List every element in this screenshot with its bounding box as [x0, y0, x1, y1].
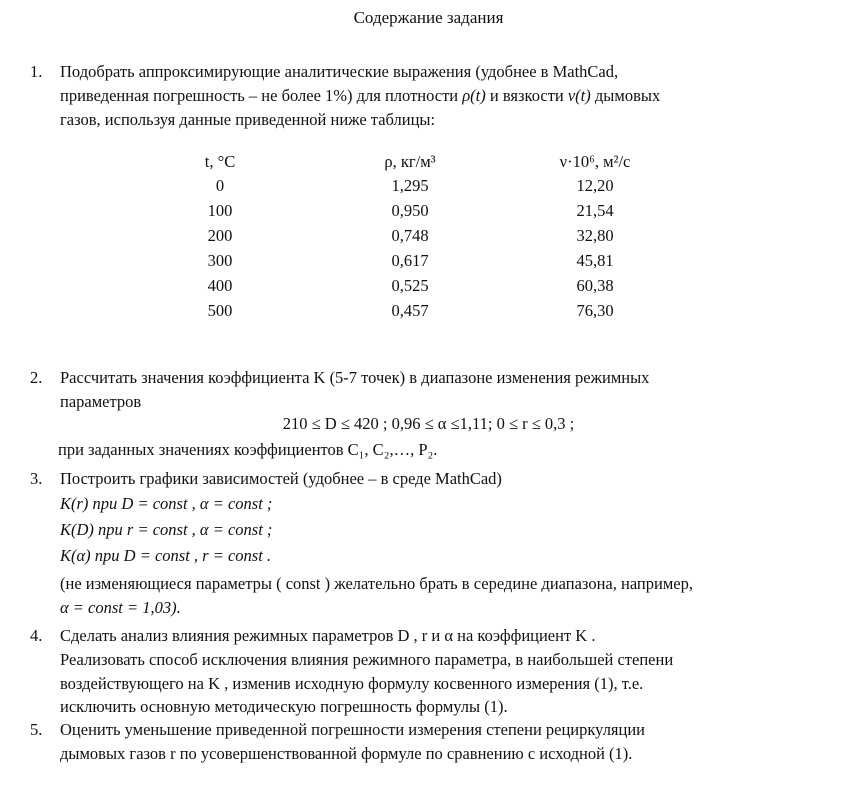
- item-5-number: 5.: [30, 720, 43, 739]
- header-temperature: t, °C: [204, 152, 236, 171]
- cell-t: 400: [207, 276, 233, 295]
- item-5-line-1: Оценить уменьшение приведенной погрешности измерения степени рециркуляции: [60, 720, 646, 739]
- item-3-line-1: Построить графики зависимостей (удобнее – в среде MathCad): [60, 469, 502, 488]
- cell-rho: 0,525: [391, 276, 429, 295]
- parameter-range-formula: 210 ≤ D ≤ 420 ; 0,96 ≤ α ≤1,11; 0 ≤ r ≤ 0,3 ;: [282, 414, 575, 433]
- cell-nu: 12,20: [576, 176, 614, 195]
- item-3-number: 3.: [30, 469, 43, 488]
- item-3-line-5: (не изменяющиеся параметры ( const ) желательно брать в середине диапазона, например,: [60, 574, 693, 593]
- cell-rho: 0,950: [391, 201, 429, 220]
- item-2-line-2: параметров: [60, 392, 142, 411]
- table-header-row: [130, 152, 730, 176]
- item-1-line-2: [60, 86, 660, 106]
- header-density: ρ, кг/м³: [384, 152, 436, 171]
- item-3-line-6: α = const = 1,03).: [60, 598, 181, 617]
- item-4-line-2: Реализовать способ исключения влияния режимного параметра, в наибольшей степени: [60, 650, 674, 669]
- table-row: [130, 176, 730, 200]
- item-3-line-3: K(D) при r = const , α = const ;: [60, 520, 273, 539]
- item-1-number: 1.: [30, 62, 43, 81]
- item-5-line-2: дымовых газов r по усовершенствованной формуле по сравнению с исходной (1).: [60, 744, 633, 763]
- cell-rho: 1,295: [391, 176, 429, 195]
- cell-rho: 0,617: [391, 251, 429, 270]
- item-4-number: 4.: [30, 626, 43, 645]
- cell-nu: 45,81: [576, 251, 614, 270]
- item-1-line-2-c: дымовых: [594, 86, 661, 105]
- table-row: [130, 226, 730, 250]
- cell-rho: 0,457: [391, 301, 429, 320]
- cell-t: 200: [207, 226, 233, 245]
- cell-t: 100: [207, 201, 233, 220]
- nu-symbol: ν(t): [567, 86, 591, 105]
- item-4-line-3: воздействующего на K , изменив исходную формулу косвенного измерения (1), т.е.: [60, 674, 644, 693]
- item-2-number: 2.: [30, 368, 43, 387]
- cell-nu: 21,54: [576, 201, 614, 220]
- item-3-line-2: K(r) при D = const , α = const ;: [60, 494, 273, 513]
- cell-t: 300: [207, 251, 233, 270]
- item-1-line-3: газов, используя данные приведенной ниже таблицы:: [60, 110, 436, 129]
- cell-nu: 76,30: [576, 301, 614, 320]
- table-row: [130, 276, 730, 300]
- cell-nu: 60,38: [576, 276, 614, 295]
- rho-symbol: ρ(t): [462, 86, 486, 105]
- item-1-line-2-a: приведенная погрешность – не более 1%) для плотности: [60, 86, 459, 105]
- item-4-line-1: Сделать анализ влияния режимных параметров D , r и α на коэффициент K .: [60, 626, 596, 645]
- cell-t: 500: [207, 301, 233, 320]
- item-1-line-2-b: и вязкости: [489, 86, 564, 105]
- header-viscosity: ν·10⁶, м²/с: [559, 152, 631, 171]
- item-2-line-3: при заданных значениях коэффициентов C₁, C₂,…, P₂.: [58, 440, 438, 459]
- item-1-line-1: Подобрать аппроксимирующие аналитические выражения (удобнее в MathCad,: [60, 62, 619, 81]
- item-3-line-4: K(α) при D = const , r = const .: [60, 546, 272, 565]
- table-row: [130, 251, 730, 275]
- cell-rho: 0,748: [391, 226, 429, 245]
- page-title: Содержание задания: [353, 8, 504, 27]
- table-row: [130, 201, 730, 225]
- item-2-line-1: Рассчитать значения коэффициента K (5-7 точек) в диапазоне изменения режимных: [60, 368, 650, 387]
- cell-t: 0: [215, 176, 225, 195]
- item-4-line-4: исключить основную методическую погрешность формулы (1).: [60, 697, 508, 716]
- cell-nu: 32,80: [576, 226, 614, 245]
- table-row: [130, 301, 730, 325]
